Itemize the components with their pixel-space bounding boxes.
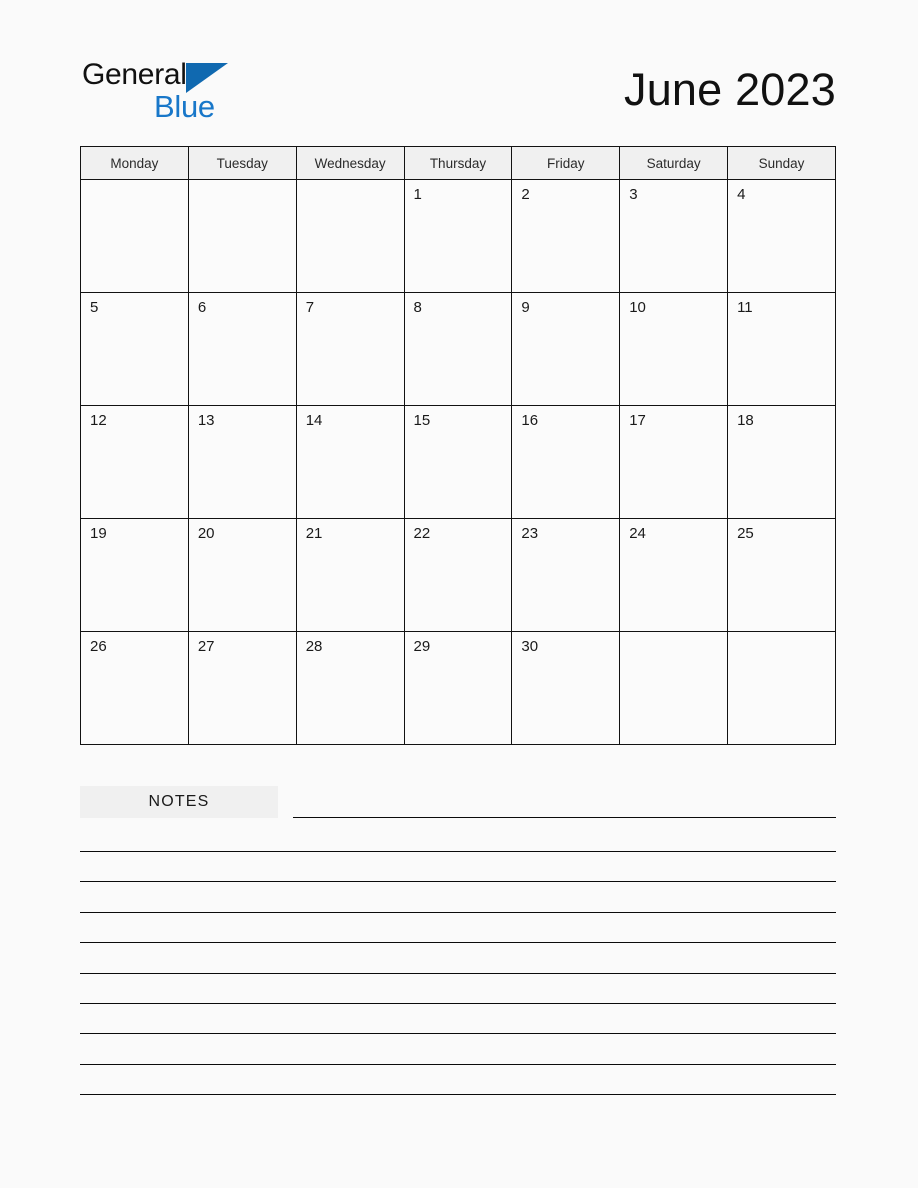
calendar-day-cell[interactable] <box>188 632 296 745</box>
calendar-header-row <box>81 147 836 180</box>
calendar-day-cell[interactable] <box>620 406 728 519</box>
day-number: 18 <box>737 412 754 429</box>
day-number: 25 <box>737 525 754 542</box>
day-number: 2 <box>521 186 530 203</box>
day-number: 9 <box>521 299 530 316</box>
calendar-day-cell[interactable] <box>620 180 728 293</box>
notes-write-line[interactable] <box>80 1094 836 1095</box>
notes-write-line[interactable] <box>80 1033 836 1034</box>
notes-write-line[interactable] <box>80 973 836 974</box>
notes-write-line[interactable] <box>80 942 836 943</box>
day-number: 19 <box>90 525 107 542</box>
notes-section <box>80 786 836 818</box>
day-number: 11 <box>737 299 753 316</box>
day-number: 20 <box>197 525 215 542</box>
calendar-day-cell[interactable] <box>81 180 189 293</box>
day-number: 21 <box>305 525 323 542</box>
notes-write-line[interactable] <box>293 817 836 818</box>
day-number: 14 <box>305 412 323 429</box>
calendar-day-cell[interactable] <box>188 406 296 519</box>
calendar-day-cell[interactable] <box>620 293 728 406</box>
calendar-day-cell[interactable] <box>728 180 836 293</box>
weekday-header-wednesday: Wednesday <box>296 147 404 180</box>
calendar-day-cell[interactable] <box>296 293 404 406</box>
weekday-header-sunday: Sunday <box>728 147 836 180</box>
calendar-day-cell[interactable] <box>404 519 512 632</box>
weekday-header-tuesday: Tuesday <box>188 147 296 180</box>
notes-write-line[interactable] <box>80 912 836 913</box>
calendar-day-cell[interactable] <box>81 293 189 406</box>
calendar-day-cell[interactable] <box>404 293 512 406</box>
calendar-week-row <box>81 519 836 632</box>
day-number: 27 <box>197 638 215 655</box>
calendar-day-cell[interactable] <box>728 293 836 406</box>
page-header <box>80 55 836 135</box>
day-number: 24 <box>629 525 646 542</box>
month-calendar-grid <box>80 146 836 745</box>
day-number: 22 <box>413 525 431 542</box>
notes-label: NOTES <box>80 786 278 818</box>
day-number: 17 <box>629 412 646 429</box>
calendar-day-cell[interactable] <box>81 406 189 519</box>
calendar-day-cell[interactable] <box>296 406 404 519</box>
notes-write-line[interactable] <box>80 1064 836 1065</box>
calendar-week-row <box>81 632 836 745</box>
day-number: 13 <box>197 412 215 429</box>
calendar-day-cell[interactable] <box>404 180 512 293</box>
weekday-header-monday: Monday <box>81 147 189 180</box>
calendar-day-cell[interactable] <box>296 180 404 293</box>
calendar-day-cell[interactable] <box>296 632 404 745</box>
day-number: 23 <box>521 525 539 542</box>
calendar-day-cell[interactable] <box>81 632 189 745</box>
day-number: 3 <box>629 186 638 203</box>
general-blue-logo <box>80 55 380 135</box>
notes-write-line[interactable] <box>80 851 836 852</box>
calendar-day-cell[interactable] <box>188 180 296 293</box>
calendar-day-cell[interactable] <box>404 632 512 745</box>
calendar-day-cell[interactable] <box>188 293 296 406</box>
calendar-body <box>81 180 836 745</box>
notes-header <box>80 786 836 818</box>
calendar-day-cell[interactable] <box>81 519 189 632</box>
page-title: June 2023 <box>624 64 836 115</box>
calendar-day-cell[interactable] <box>512 406 620 519</box>
calendar-day-cell[interactable] <box>512 519 620 632</box>
calendar-day-cell[interactable] <box>296 519 404 632</box>
logo-text-blue: Blue <box>154 89 215 124</box>
day-number: 29 <box>413 638 431 655</box>
notes-lines-container <box>80 851 836 1125</box>
day-number: 26 <box>90 638 107 655</box>
day-number: 28 <box>305 638 323 655</box>
calendar-day-cell[interactable] <box>728 632 836 745</box>
day-number: 4 <box>737 186 746 203</box>
weekday-header-saturday: Saturday <box>620 147 728 180</box>
calendar-day-cell[interactable] <box>728 519 836 632</box>
calendar-day-cell[interactable] <box>512 632 620 745</box>
day-number: 10 <box>629 299 646 316</box>
day-number: 1 <box>413 186 422 203</box>
weekday-header-thursday: Thursday <box>404 147 512 180</box>
notes-write-line[interactable] <box>80 1003 836 1004</box>
day-number: 6 <box>197 299 207 316</box>
day-number: 5 <box>90 299 99 316</box>
calendar-day-cell[interactable] <box>728 406 836 519</box>
calendar-day-cell[interactable] <box>512 293 620 406</box>
logo-text-general: General <box>82 58 187 91</box>
calendar-week-row <box>81 293 836 406</box>
calendar-day-cell[interactable] <box>512 180 620 293</box>
day-number: 16 <box>521 412 539 429</box>
calendar-day-cell[interactable] <box>620 632 728 745</box>
weekday-header-friday: Friday <box>512 147 620 180</box>
calendar-week-row <box>81 406 836 519</box>
notes-write-line[interactable] <box>80 881 836 882</box>
day-number: 12 <box>90 412 107 429</box>
day-number: 7 <box>305 299 315 316</box>
calendar-week-row <box>81 180 836 293</box>
calendar-day-cell[interactable] <box>404 406 512 519</box>
day-number: 30 <box>521 638 539 655</box>
calendar-day-cell[interactable] <box>188 519 296 632</box>
day-number: 15 <box>413 412 431 429</box>
calendar-day-cell[interactable] <box>620 519 728 632</box>
day-number: 8 <box>413 299 422 316</box>
